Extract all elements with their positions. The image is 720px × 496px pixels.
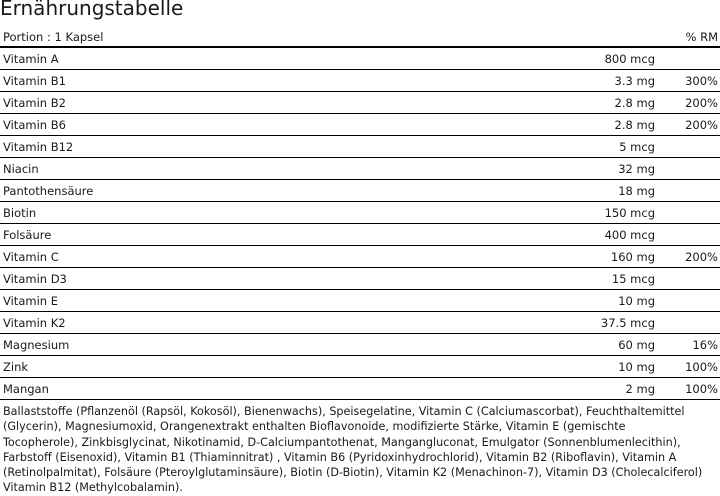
nutrient-rm: 16% <box>692 338 718 352</box>
nutrient-name: Vitamin E <box>3 294 58 308</box>
nutrient-rm: 100% <box>685 360 718 374</box>
nutrient-amount: 37.5 mcg <box>600 316 655 330</box>
nutrient-amount: 150 mcg <box>604 206 655 220</box>
table-row <box>0 268 720 290</box>
table-row <box>0 48 720 70</box>
nutrient-name: Vitamin K2 <box>3 316 66 330</box>
portion-label: Portion : 1 Kapsel <box>3 30 104 44</box>
nutrient-rm: 200% <box>685 96 718 110</box>
nutrient-name: Vitamin B1 <box>3 74 66 88</box>
nutrient-name: Vitamin B12 <box>3 140 74 154</box>
table-row <box>0 202 720 224</box>
table-row <box>0 378 720 400</box>
nutrient-rm: 100% <box>685 382 718 396</box>
nutrient-name: Vitamin A <box>3 52 59 66</box>
table-row <box>0 158 720 180</box>
nutrient-name: Vitamin B6 <box>3 118 66 132</box>
nutrient-name: Vitamin B2 <box>3 96 66 110</box>
nutrient-amount: 32 mg <box>618 162 655 176</box>
nutrient-amount: 400 mcg <box>604 228 655 242</box>
nutrient-amount: 15 mcg <box>611 272 655 286</box>
nutrient-amount: 3.3 mg <box>614 74 655 88</box>
nutrient-rm: 200% <box>685 118 718 132</box>
table-row <box>0 246 720 268</box>
nutrient-name: Vitamin C <box>3 250 59 264</box>
nutrient-name: Zink <box>3 360 29 374</box>
nutrient-amount: 2.8 mg <box>614 96 655 110</box>
nutrient-name: Pantothensäure <box>3 184 94 198</box>
nutrient-amount: 18 mg <box>618 184 655 198</box>
nutrient-name: Vitamin D3 <box>3 272 67 286</box>
nutrient-rm: 300% <box>685 74 718 88</box>
nutrition-table <box>0 26 720 400</box>
nutrient-name: Folsäure <box>3 228 52 242</box>
table-row <box>0 114 720 136</box>
ingredients-text: Ballaststoffe (Pflanzenöl (Rapsöl, Kokosöl), Bienenwachs), Speisegelatine, Vitamin C (Calciumascorbat), Feuchthaltemittel (Glycerin), Magnesiumoxid, Orangenextrakt enthalten Bioflavonoide, modifizierte Stärke, Vitamin E (gemischte Tocopherole), Zinkbisglycinat, Nikotinamid, D-Calciumpantothenat, Mangangluconat, Emulgator (Sonnenblumenlecithin), Farbstoff (Eisenoxid), Vitamin B1 (Thiaminnitrat) , Vitamin B6 (Pyridoxinhydrochlorid), Vitamin B2 (Riboflavin), Vitamin A (Retinolpalmitat), Folsäure (Pteroylglutaminsäure), Biotin (D-Biotin), Vitamin K2 (Menachinon-7), Vitamin D3 (Cholecalciferol) Vitamin B12 (Methylcobalamin). <box>3 405 703 495</box>
nutrient-amount: 10 mg <box>618 360 655 374</box>
table-row <box>0 224 720 246</box>
table-row <box>0 136 720 158</box>
nutrient-amount: 2 mg <box>625 382 655 396</box>
nutrient-name: Mangan <box>3 382 49 396</box>
table-row <box>0 356 720 378</box>
rm-column-header: % RM <box>685 30 718 44</box>
nutrient-amount: 60 mg <box>618 338 655 352</box>
nutrient-amount: 2.8 mg <box>614 118 655 132</box>
nutrient-name: Niacin <box>3 162 39 176</box>
nutrient-name: Magnesium <box>3 338 70 352</box>
nutrient-rm: 200% <box>685 250 718 264</box>
nutrient-amount: 5 mcg <box>619 140 655 154</box>
table-row <box>0 70 720 92</box>
table-row <box>0 334 720 356</box>
nutrient-amount: 160 mg <box>610 250 655 264</box>
nutrient-amount: 800 mcg <box>604 52 655 66</box>
nutrient-amount: 10 mg <box>618 294 655 308</box>
table-row <box>0 92 720 114</box>
table-row <box>0 180 720 202</box>
table-row <box>0 312 720 334</box>
table-header <box>0 26 720 48</box>
page-title: Ernährungstabelle <box>0 0 184 20</box>
table-row <box>0 290 720 312</box>
nutrient-name: Biotin <box>3 206 37 220</box>
